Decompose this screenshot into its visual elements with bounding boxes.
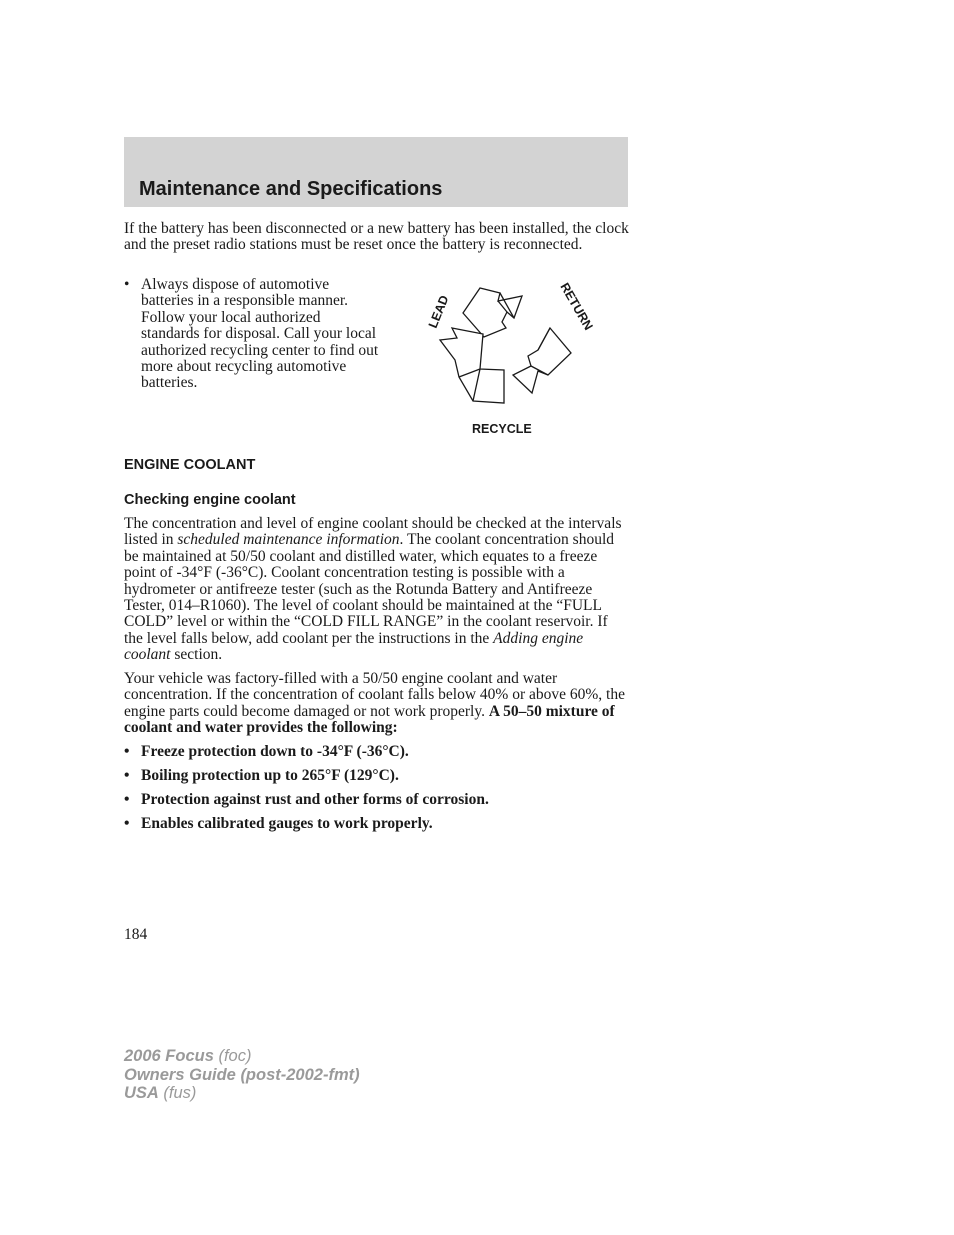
section-heading: ENGINE COOLANT: [124, 457, 256, 473]
list-item-text: Freeze protection down to -34°F (-36°C).: [141, 743, 409, 760]
footer-market-code: (fus): [158, 1084, 197, 1102]
bullet-dot: •: [124, 767, 130, 784]
para1-text-2: . The coolant concentration should be maintained at 50/50 coolant and distilled water, which equates to a freeze point of -34°F (-36°C). Coolant concentration testing is possible with a hydrometer or antifreeze tester (such as the Rotunda Battery and Antifreeze Tester, 014–R1060). The level of coolant should be maintained at the “FULL COLD” level or within the “COLD FILL RANGE” in the coolant reservoir. If the level falls below, add coolant per the instructions in the: [124, 531, 615, 647]
document-footer: [124, 1047, 360, 1103]
footer-guide: Owners Guide (post-2002-fmt): [124, 1065, 360, 1084]
list-item: [124, 816, 630, 832]
recycle-symbol: [410, 276, 610, 441]
intro-paragraph: If the battery has been disconnected or a new battery has been installed, the clock and the preset radio stations must be reset once the battery is reconnected.: [124, 220, 629, 254]
coolant-mixture-paragraph: [124, 671, 630, 737]
para1-text-1: The concentration and level of engine coolant should be checked at the intervals listed in: [124, 515, 622, 549]
para2-bold-text: A 50–50 mixture of coolant and water provides the following:: [124, 702, 615, 737]
list-item: [124, 792, 630, 808]
scheduled-maintenance-reference: scheduled maintenance information: [177, 531, 400, 549]
return-label: RETURN: [557, 280, 596, 333]
recycle-label: RECYCLE: [472, 422, 532, 436]
bullet-dot: •: [124, 815, 130, 832]
disposal-bullet: [124, 277, 379, 392]
page-title: Maintenance and Specifications: [139, 178, 443, 200]
section-subheading: Checking engine coolant: [124, 492, 296, 508]
footer-market: USA: [124, 1084, 159, 1102]
coolant-check-paragraph: [124, 516, 630, 664]
lead-label: LEAD: [425, 293, 452, 331]
bullet-dot: •: [124, 743, 130, 760]
coolant-features-list: [124, 744, 630, 840]
list-item: [124, 744, 630, 760]
disposal-bullet-text: Always dispose of automotive batteries in a responsible manner. Follow your local authorized standards for disposal. Call your local authorized recycling center to find out more about recycling automotive batteries.: [141, 276, 379, 392]
section-header-band: [124, 137, 628, 207]
bullet-dot: •: [124, 791, 130, 808]
footer-model: 2006 Focus: [124, 1047, 214, 1065]
recycle-arrows-icon: [410, 276, 610, 441]
para2-text: Your vehicle was factory-filled with a 50/50 engine coolant and water concentration. If the concentration of coolant falls below 40% or above 60%, the engine parts could become damaged or not work properly.: [124, 670, 625, 720]
para1-text-3: section.: [170, 646, 223, 664]
list-item-text: Enables calibrated gauges to work properly.: [141, 815, 433, 832]
bullet-dot: •: [124, 276, 130, 293]
page-number: 184: [124, 926, 148, 943]
footer-model-code: (foc): [213, 1047, 252, 1065]
list-item: [124, 768, 630, 784]
list-item-text: Boiling protection up to 265°F (129°C).: [141, 767, 399, 784]
adding-coolant-reference: Adding engine coolant: [124, 629, 584, 664]
list-item-text: Protection against rust and other forms of corrosion.: [141, 791, 489, 808]
